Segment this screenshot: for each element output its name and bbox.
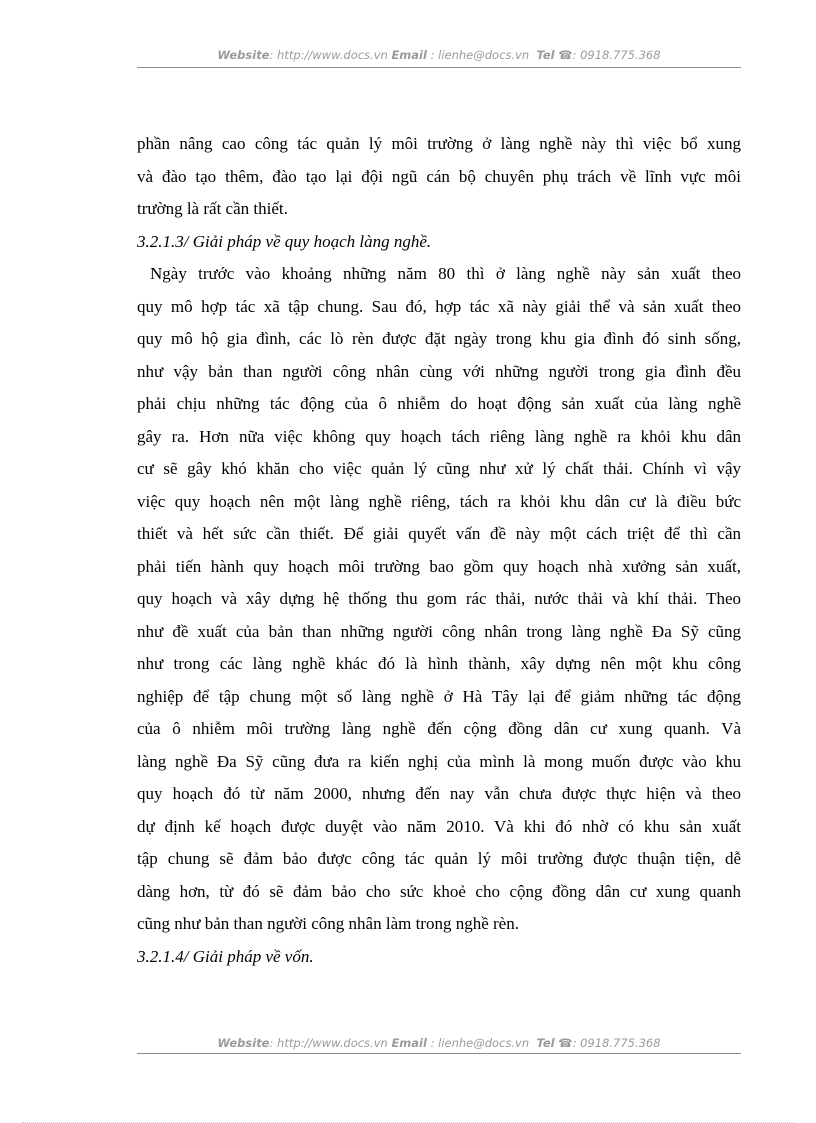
footer-website-link[interactable]: : http://www.docs.vn	[269, 1036, 388, 1050]
text-line: dàng hơn, từ đó sẽ đảm bảo cho sức khoẻ cho cộng đồng dân cư xung quanh	[137, 881, 741, 901]
text-line: quy mô hộ gia đình, các lò rèn được đặt ngày trong khu gia đình đó sinh sống,	[137, 329, 741, 348]
page-footer	[137, 1036, 741, 1050]
text-line: cũng như bản than người công nhân làm trong nghề rèn.	[137, 914, 519, 933]
header-website-link[interactable]: : http://www.docs.vn	[269, 48, 388, 62]
paragraph-1	[137, 128, 741, 226]
phone-icon: ☎	[558, 48, 573, 62]
paragraph-2	[137, 258, 741, 941]
text-line: như trong các làng nghề khác đó là hình thành, xây dựng nên một khu công	[137, 654, 741, 673]
header-tel-label: Tel	[536, 48, 555, 62]
text-line: nghiệp để tập chung một số làng nghề ở Hà Tây lại để giảm những tác động	[137, 686, 741, 706]
footer-tel-value: : 0918.775.368	[572, 1036, 661, 1050]
header-rule	[137, 67, 741, 68]
footer-email-link[interactable]: : lienhe@docs.vn	[430, 1036, 530, 1050]
text-line: phần nâng cao công tác quản lý môi trường ở làng nghề này thì việc bổ xung	[137, 134, 741, 153]
header-website-label: Website	[217, 48, 270, 62]
page-header	[137, 48, 741, 62]
text-line: Ngày trước vào khoảng những năm 80 thì ở làng nghề này sản xuất theo	[150, 264, 741, 283]
text-line: quy hoạch đó từ năm 2000, nhưng đến nay vẫn chưa được thực hiện và theo	[137, 784, 741, 803]
text-line: quy hoạch và xây dựng hệ thống thu gom rác thải, nước thải và khí thải. Theo	[137, 589, 741, 608]
text-line: quy mô hợp tác xã tập chung. Sau đó, hợp tác xã này giải thể và sản xuất theo	[137, 296, 741, 316]
text-line: làng nghề Đa Sỹ cũng đưa ra kiến nghị của mình là mong muốn được vào khu	[137, 751, 741, 771]
text-line: như đề xuất của bản than những người công nhân trong làng nghề Đa Sỹ cũng	[137, 621, 741, 641]
phone-icon: ☎	[558, 1036, 573, 1050]
text-line: như vậy bản than người công nhân cùng với những người trong gia đình đều	[137, 361, 741, 381]
text-line: phải tiến hành quy hoạch môi trường bao gồm quy hoạch nhà xưởng sản xuất,	[137, 556, 741, 576]
text-line: dự định kế hoạch được duyệt vào năm 2010. Và khi đó nhờ có khu sản xuất	[137, 816, 741, 836]
text-line: gây ra. Hơn nữa việc không quy hoạch tách riêng làng nghề ra khỏi khu dân	[137, 426, 741, 446]
text-line: và đào tạo thêm, đào tạo lại đội ngũ cán bộ chuyên phụ trách về lĩnh vực môi	[137, 166, 741, 186]
text-line: cư sẽ gây khó khăn cho việc quản lý cũng như xử lý chất thải. Chính vì vậy	[137, 459, 741, 478]
footer-rule	[137, 1053, 741, 1054]
text-line: phải chịu những tác động của ô nhiễm do hoạt động sản xuất của làng nghề	[137, 394, 741, 413]
footer-tel-label: Tel	[536, 1036, 555, 1050]
text-line: trường là rất cần thiết.	[137, 199, 288, 218]
document-body	[137, 128, 741, 973]
text-line: của ô nhiễm môi trường làng nghề đến cộng đồng dân cư xung quanh. Và	[137, 719, 741, 738]
footer-website-label: Website	[217, 1036, 270, 1050]
footer-email-label: Email	[391, 1036, 427, 1050]
section-heading-3-2-1-3: 3.2.1.3/ Giải pháp về quy hoạch làng nghề.	[137, 231, 432, 251]
header-email-link[interactable]: : lienhe@docs.vn	[430, 48, 530, 62]
text-line: tập chung sẽ đảm bảo được công tác quản lý môi trường được thuận tiện, dễ	[137, 849, 741, 868]
header-email-label: Email	[391, 48, 427, 62]
header-tel-value: : 0918.775.368	[572, 48, 661, 62]
section-heading-3-2-1-4: 3.2.1.4/ Giải pháp về vốn.	[137, 946, 314, 966]
text-line: thiết và hết sức cần thiết. Để giải quyết vấn đề này một cách triệt để thì cần	[137, 524, 741, 543]
text-line: việc quy hoạch nên một làng nghề riêng, tách ra khỏi khu dân cư là điều bức	[137, 491, 741, 511]
